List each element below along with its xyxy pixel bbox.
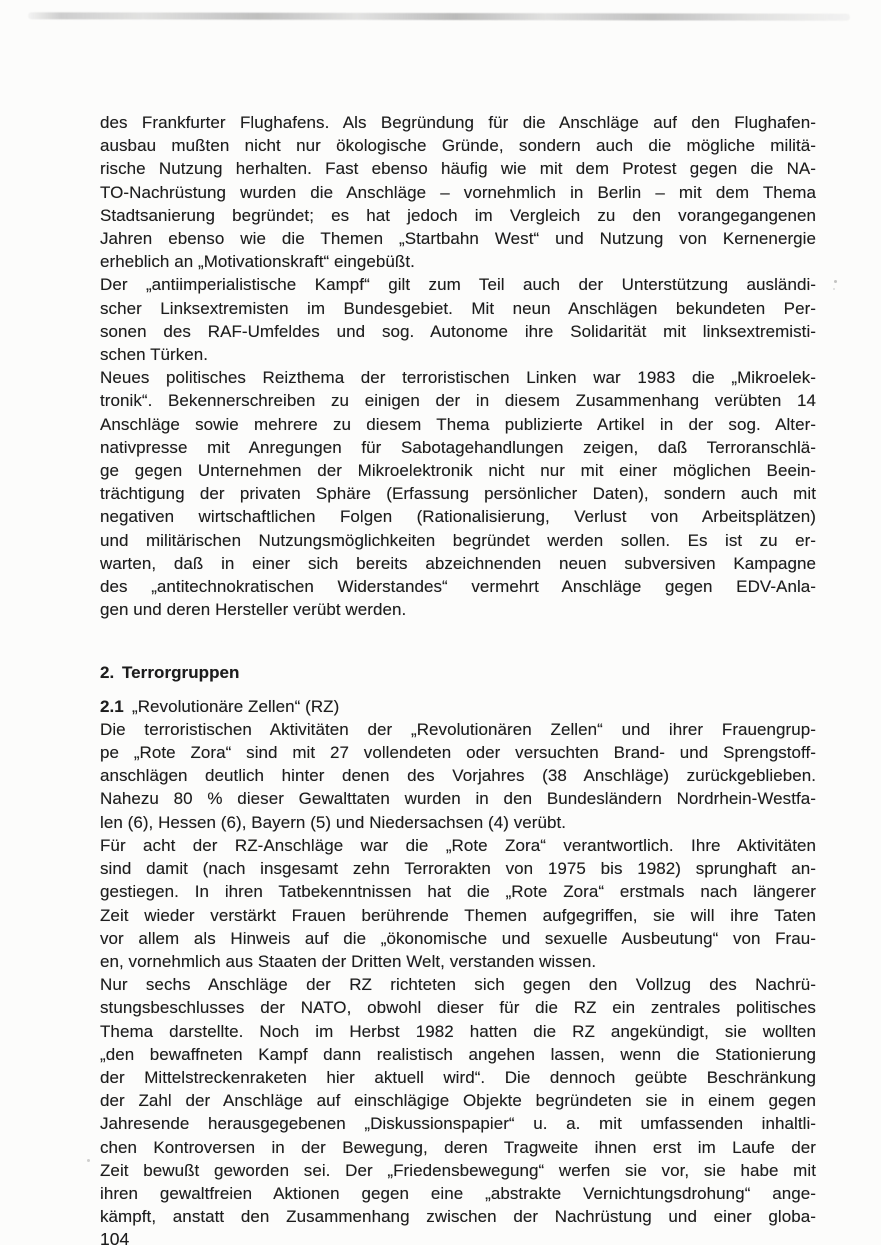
text-line: sonen des RAF-Umfeldes und sog. Autonome ihre Solidarität mit linksextremisti- [100, 321, 816, 341]
text-line: Für acht der RZ-Anschläge war die „Rote Zora“ verantwortlich. Ihre Aktivitäten [100, 835, 816, 855]
paragraphs-bottom [100, 718, 816, 1228]
text-line: anschlägen deutlich hinter denen des Vorjahres (38 Anschläge) zurückgeblieben. [100, 766, 816, 786]
text-line: Nahezu 80 % dieser Gewalttaten wurden in den Bundesländern Nordrhein-Westfa- [100, 789, 816, 809]
text-line: Jahren ebenso wie die Themen „Startbahn West“ und Nutzung von Kernenergie [100, 229, 816, 249]
text-line: sind damit (nach insgesamt zehn Terrorakten von 1975 bis 1982) sprunghaft an- [100, 859, 816, 879]
subsection-heading-revolutionaere-zellen [100, 695, 816, 718]
text-line: der Zahl der Anschläge auf einschlägige Objekte begründeten sie in einem gegen [100, 1091, 816, 1111]
text-line: ihren gewaltfreien Aktionen gegen eine „abstrakte Vernichtungsdrohung“ ange- [100, 1183, 816, 1203]
text-line: en, vornehmlich aus Staaten der Dritten Welt, verstanden wissen. [100, 951, 597, 971]
subsection-number: 2.1 [100, 696, 124, 716]
text-line: „den bewaffneten Kampf dann realistisch angehen lassen, wenn die Stationierung [100, 1044, 816, 1064]
text-line: der Mittelstreckenraketen hier aktuell wird“. Die dennoch geübte Beschränkung [100, 1067, 816, 1087]
section-number: 2. [100, 663, 115, 683]
page-number: 104 [100, 1229, 130, 1245]
text-line: Die terroristischen Aktivitäten der „Revolutionären Zellen“ und ihrer Frauengrup- [100, 719, 816, 739]
text-line: Neues politisches Reizthema der terroristischen Linken war 1983 die „Mikroelek- [100, 368, 816, 388]
text-line: tronik“. Bekennerschreiben zu einigen der in diesem Zusammenhang verübten 14 [100, 391, 816, 411]
text-line: Zeit wieder verstärkt Frauen berührende Themen aufgegriffen, sie will ihre Taten [100, 905, 816, 925]
text-line: und militärischen Nutzungsmöglichkeiten begründet werden sollen. Es ist zu er- [100, 530, 816, 550]
text-line: Stadtsanierung begründet; es hat jedoch im Vergleich zu den vorangegangenen [100, 205, 816, 225]
text-line: negativen wirtschaftlichen Folgen (Rationalisierung, Verlust von Arbeitsplätzen) [100, 507, 816, 527]
paragraphs-top [100, 111, 816, 621]
text-line: scher Linksextremisten im Bundesgebiet. Mit neun Anschlägen bekundeten Per- [100, 298, 816, 318]
text-line: Der „antiimperialistische Kampf“ gilt zum Teil auch der Unterstützung ausländi- [100, 275, 816, 295]
page-text-block [100, 111, 816, 1228]
scan-speck [833, 288, 835, 290]
scan-speck [87, 1159, 90, 1162]
text-line: chen Kontroversen in der Bewegung, deren Tragweite ihnen erst im Laufe der [100, 1137, 816, 1157]
text-line: kämpft, anstatt den Zusammenhang zwischen der Nachrüstung und einer globa- [100, 1207, 816, 1227]
text-line: ge gegen Unternehmen der Mikroelektronik nicht nur mit einer möglichen Beein- [100, 461, 816, 481]
text-line: TO-Nachrüstung wurden die Anschläge – vornehmlich in Berlin – mit dem Thema [100, 182, 816, 202]
text-line: des Frankfurter Flughafens. Als Begründung für die Anschläge auf den Flughafen- [100, 113, 816, 132]
text-line: des „antitechnokratischen Widerstandes“ vermehrt Anschläge gegen EDV-Anla- [100, 577, 816, 597]
scan-speck [834, 280, 837, 283]
text-line: Thema darstellte. Noch im Herbst 1982 hatten die RZ angekündigt, sie wollten [100, 1021, 816, 1041]
text-line: warten, daß in einer sich bereits abzeichnenden neuen subversiven Kampagne [100, 553, 816, 573]
text-line: erheblich an „Motivationskraft“ eingebüßt. [100, 252, 415, 272]
text-line: vor allem als Hinweis auf die „ökonomische und sexuelle Ausbeutung“ von Frau- [100, 928, 816, 948]
text-line: Zeit bewußt geworden sei. Der „Friedensbewegung“ werfen sie vor, sie habe mit [100, 1160, 816, 1180]
section-title: Terrorgruppen [122, 663, 240, 683]
text-line: gen und deren Hersteller verübt werden. [100, 600, 407, 620]
text-line: Nur sechs Anschläge der RZ richteten sich gegen den Vollzug des Nachrü- [100, 975, 816, 995]
text-line: ausbau mußten nicht nur ökologische Gründe, sondern auch die mögliche militä- [100, 136, 816, 156]
text-line: stungsbeschlusses der NATO, obwohl dieser für die RZ ein zentrales politisches [100, 998, 816, 1018]
text-line: nativpresse mit Anregungen für Sabotagehandlungen zeigen, daß Terroranschlä- [100, 437, 816, 457]
text-line: Jahresende herausgegebenen „Diskussionspapier“ u. a. mit umfassenden inhaltli- [100, 1114, 816, 1134]
text-line: gestiegen. In ihren Tatbekenntnissen hat die „Rote Zora“ erstmals nach längerer [100, 882, 816, 902]
scan-artifact-streak [28, 12, 850, 20]
section-heading-terrorgruppen [100, 661, 816, 684]
text-line: len (6), Hessen (6), Bayern (5) und Niedersachsen (4) verübt. [100, 812, 567, 832]
subsection-title: „Revolutionäre Zellen“ (RZ) [132, 696, 340, 716]
text-line: pe „Rote Zora“ sind mit 27 vollendeten oder versuchten Brand- und Sprengstoff- [100, 743, 816, 763]
text-line: trächtigung der privaten Sphäre (Erfassung persönlicher Daten), sondern auch mit [100, 484, 816, 504]
text-line: rische Nutzung herhalten. Fast ebenso häufig wie mit dem Protest gegen die NA- [100, 159, 816, 179]
text-line: schen Türken. [100, 345, 209, 365]
text-line: Anschläge sowie mehrere zu diesem Thema publizierte Artikel in der sog. Alter- [100, 414, 816, 434]
